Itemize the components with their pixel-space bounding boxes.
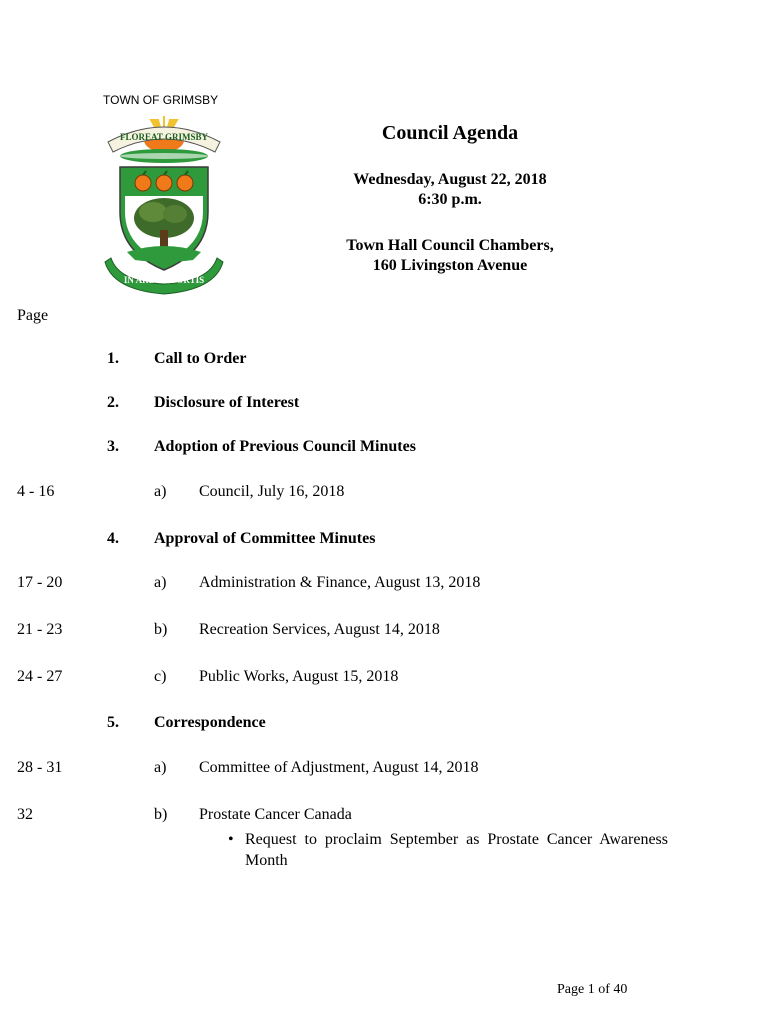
meeting-date-time: [300, 170, 600, 210]
crest-top-motto: FLOREAT GRIMSBY: [120, 132, 208, 142]
agenda-item-prostate-cancer-canada: Prostate Cancer Canada: [199, 806, 352, 823]
agenda-item-council-minutes: Council, July 16, 2018: [199, 483, 345, 500]
section-number: 5.: [107, 714, 119, 731]
item-letter: a): [154, 483, 167, 500]
section-title-disclosure-of-interest: Disclosure of Interest: [154, 394, 300, 411]
meeting-time: 6:30 p.m.: [418, 191, 482, 208]
item-letter: a): [154, 574, 167, 591]
section-number: 3.: [107, 438, 119, 455]
crest-wreath: [120, 149, 208, 163]
item-pages: 4 - 16: [17, 483, 55, 500]
section-number: 1.: [107, 350, 119, 367]
agenda-item-bullet: [228, 829, 668, 871]
venue-line-1: Town Hall Council Chambers,: [346, 237, 554, 254]
item-letter: c): [154, 668, 167, 685]
item-letter: b): [154, 621, 168, 638]
item-pages: 32: [17, 806, 33, 823]
section-title-committee-minutes: Approval of Committee Minutes: [154, 530, 376, 547]
item-pages: 17 - 20: [17, 574, 63, 591]
item-pages: 24 - 27: [17, 668, 63, 685]
agenda-item-committee-of-adjustment: Committee of Adjustment, August 14, 2018: [199, 759, 479, 776]
bullet-text: Request to proclaim September as Prostate Cancer Awareness Month: [245, 831, 668, 869]
agenda-item-public-works: Public Works, August 15, 2018: [199, 668, 399, 685]
agenda-title: Council Agenda: [381, 122, 519, 144]
section-title-correspondence: Correspondence: [154, 714, 266, 731]
section-title-call-to-order: Call to Order: [154, 350, 247, 367]
crest-bottom-motto: IN ARDUO FORTIS: [123, 275, 205, 285]
town-name: TOWN OF GRIMSBY: [103, 93, 219, 107]
venue-line-2: 160 Livingston Avenue: [372, 257, 528, 274]
bullet-icon: •: [228, 831, 234, 848]
town-crest-logo: [103, 112, 225, 304]
page-column-heading: Page: [17, 307, 49, 324]
item-pages: 21 - 23: [17, 621, 63, 638]
section-number: 4.: [107, 530, 119, 547]
agenda-item-recreation-services: Recreation Services, August 14, 2018: [199, 621, 440, 638]
page-indicator: Page 1 of 40: [557, 982, 628, 997]
item-letter: b): [154, 806, 168, 823]
section-number: 2.: [107, 394, 119, 411]
item-letter: a): [154, 759, 167, 776]
section-title-adoption-of-minutes: Adoption of Previous Council Minutes: [154, 438, 416, 455]
agenda-item-administration-finance: Administration & Finance, August 13, 2018: [199, 574, 481, 591]
meeting-date: Wednesday, August 22, 2018: [353, 171, 547, 188]
item-pages: 28 - 31: [17, 759, 63, 776]
meeting-venue: [300, 236, 600, 276]
